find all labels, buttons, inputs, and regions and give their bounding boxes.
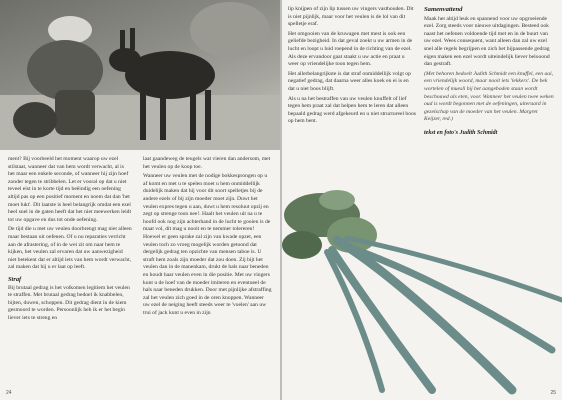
page-number: 24 — [6, 390, 12, 396]
left-page — [0, 0, 280, 400]
paragraph: Als u na het bestraffen van uw veulen knuffelt of lief tegen hem praat zal dat helpen hem te leren dat alleen bepaald gedrag werd afgekeurd en u niet structureel boos op hem bent. — [288, 95, 416, 125]
paragraph: Bij brutaal gedrag is het volkomen legitiem het veulen te straffen. Met brutaal gedrag bedoel ik knabbelen, bijten, duwen, schoppen. Dit gedrag dient in de kiem gesmoord te worden. Persoonlijk heb ik er het begin liever iets te streng en — [8, 284, 130, 321]
left-column-1 — [8, 156, 132, 324]
paragraph: De tijd die u met uw veulen doorbrengt mag niet alleen maar bestaan uit oefenen. Of u nu reparaties verricht aan de afrastering, of in de wei zit om naar hem te kijken, het veulen zal ervaren dat uw aanwezigheid niet betekent dat er altijd iets van hem wordt verwacht, zal maken dat hij u er laat op leeft. — [8, 226, 132, 271]
summary-heading: Samenvattend — [424, 6, 463, 13]
paragraph: Het allerbelangrijkste is dat straf onmiddellijk volgt op negatief gedrag, dat daarna weer alles koek en ei is en dat u niet boos blijft. — [288, 70, 411, 92]
paragraph: Wanneer uw veulen met de nodige bokkesprongen op u af komt en met u te spelen moet u hem onmiddellijk duidelijk maken dat hij voor dit soort spelletjes bij de andere ezels of bij zijn moeder moet zijn. Duwt het veulen expres tegen u aan, duwt u hem resoluut opzij en zegt op strenge toon nee!. Haalt het veulen uit na u te hoofd ook nog zijn achterhand in de lucht te gooien is de maat vol, dit mag u nooit en te nemmer tolereren! Hoewel er geen sprake zal zijn van kwade opzet, een veulen toch zo vroeg mogelijk worden getoond dat dergelijk gedrag ten opzichte van mensen taboe is. U straft hem zoals zijn moeder dat zou doen. Zij bijt het veulen dan in de manenkam, drukt de hals naar beneden en houdt haar veulen even in die positie. Met uw vingers kunt u de hoef van de moeder imiteren en eventueel de hals naar beneden drukken. Door met pijnlijke afstraffing zal het veulen zich goed in de oren knoppen. Wanneer uw ezel de neiging heeft steeds weer te 'voelen' aan uw trui of jack kunt u even in zijn — [143, 173, 272, 316]
paragraph: laat gaandeweg de teugels wat vieren dan andersom, met het veulen op de koop toe. — [143, 156, 271, 170]
paragraph: ment? Bij voorbeeld het moment waarop uw ezel stilstaat, wanneer dat van hem wordt verwacht, al is het maar een enkele seconde, of wanneer hij zijn hoef zonder tegen te stribbelen. Let er vooral op dat u niet teveel eist in te korte tijd en beëindig een oefening altijd pas op een positief moment en noem dat dan 'het moet lukt'. Dit laatste is heel belangrijk omdat een ezel heel snel in de gaten heeft dat het niet meewerken leidt tot uw opgave en dus tot onde oefening. — [8, 156, 132, 223]
section-heading-straf: Straf — [8, 275, 22, 283]
left-column-2 — [143, 156, 272, 319]
carrot-greens-illustration — [282, 190, 562, 395]
right-column-2 — [424, 6, 554, 138]
photo-illustration — [0, 0, 280, 150]
page-number: 25 — [550, 390, 556, 396]
editor-note: (Met behoren bedoelt Judith Schmidt een knuffel, een aai, een vriendelijk woord, maar nooit iets 'lekkers'. De bek wortelen of muesli bij het aangeboden staan wordt beschouwd als eten, voor. Wanneer het veulen twee weken oud is wordt begonnen met de oefeningen, uiteraard in gezelschap van de moeder van het veulen. Margret Keijzer, red.) — [424, 70, 554, 123]
right-column-1 — [288, 6, 416, 128]
paragraph: lip knijpen of zijn lip tussen uw vingers vasthouden. Dit is niet pijnlijk, maar voor het veulen is de lol van dit spelletje eraf. — [288, 6, 414, 28]
paragraph: Het omgooien van de kruwagen met mest is ook een geliefde bezigheid. In dat geval zoekt u uw armen in de lucht en loopt u luid roepend in de richting van de ezel. Als deze ervandoor gaat staakt u uw actie en praat u weer op vriendelijke toon tegen hem. — [288, 30, 413, 68]
author-credit: tekst en foto's Judith Schmidt — [424, 129, 498, 136]
carrot-roots — [327, 238, 562, 390]
photo-man-with-donkey-foal — [0, 0, 280, 150]
summary-text: Maak het altijd leuk en spannend voor uw opgroeiende ezel. Zorg steeds voor nieuwe uitdagingen. Besteed ook naast het oefenen voldoende tijd met en in de buurt van uw ezel. Wees consequent, want alleen dan zal uw ezel snel alle regels begrijpen en zich het bijpassende gedrag eigen maken een ezel wordt uiteindelijk liever belooond dan gestraft. — [424, 15, 550, 68]
